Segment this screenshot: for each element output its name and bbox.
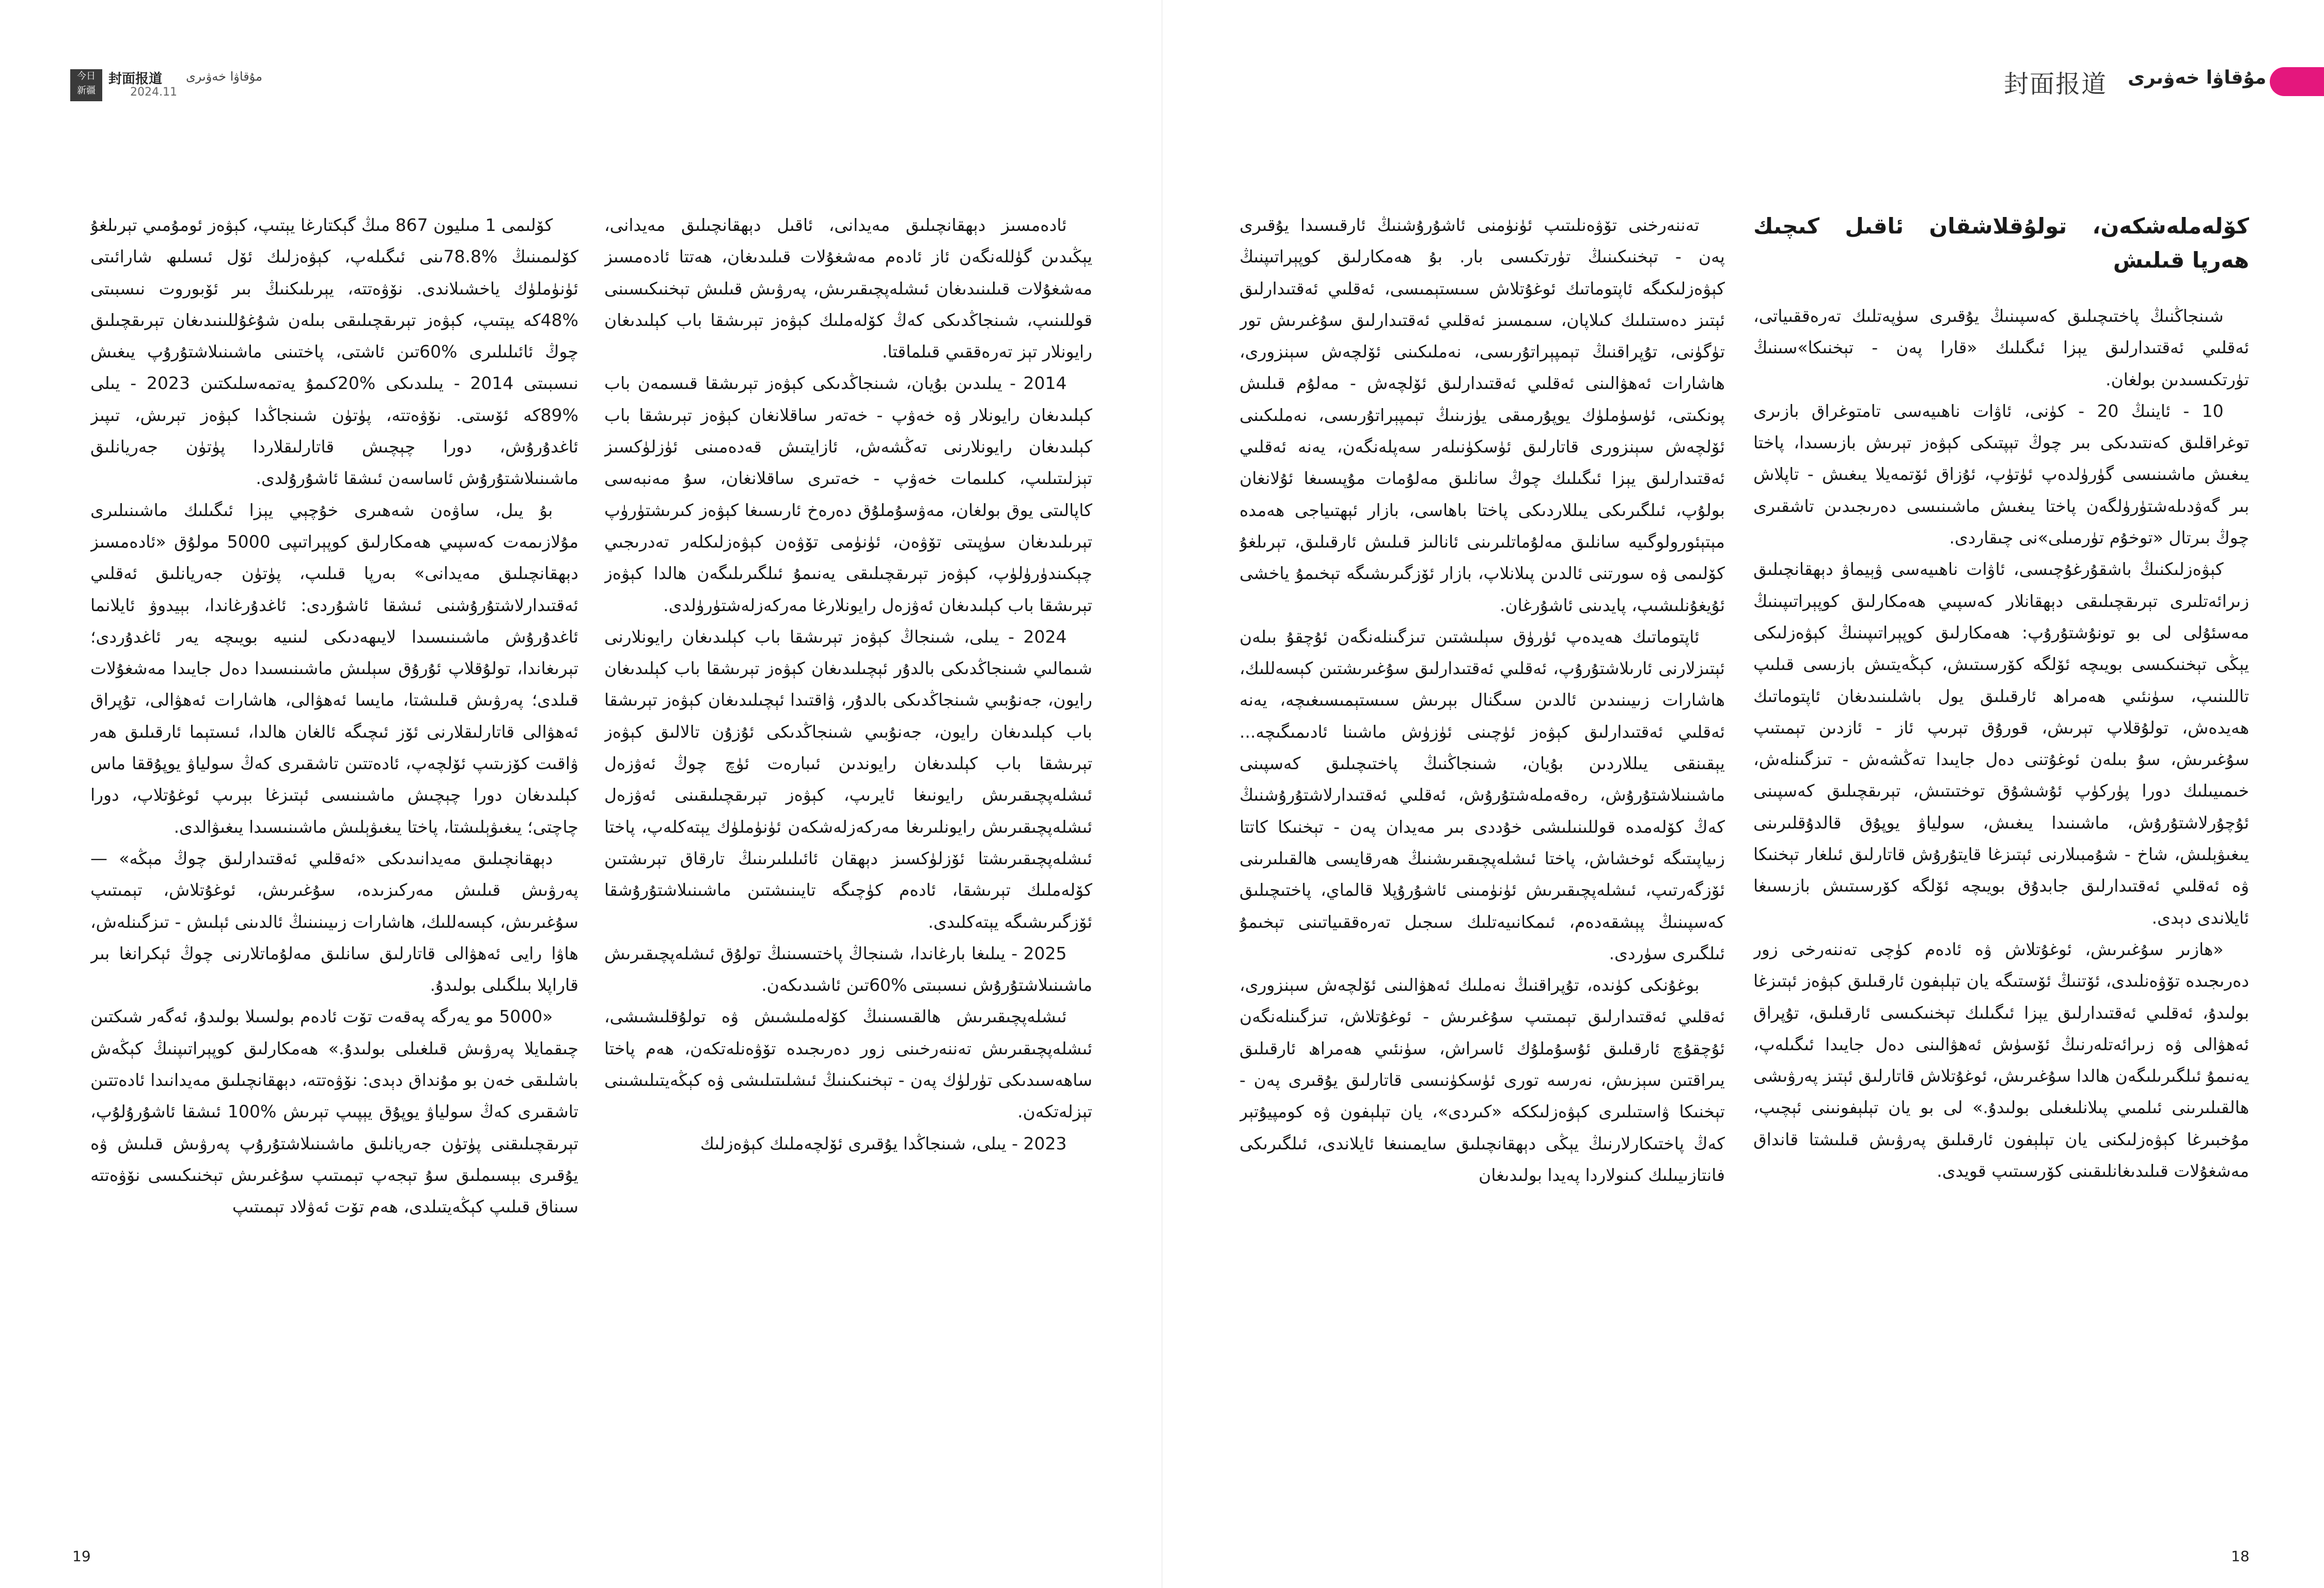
paragraph: ئادەمسىز دېھقانچىلىق مەيدانى، ئاقىل دېھقانچىلىق مەيدانى، يېڭىدىن گۈللەنگەن ئاز ئادەم مەشغۇلات قىلىدىغان، ھەتتا ئادەمسىز مەشغۇلات قىلىنىدىغان ئىشلەپچىقىرىش، پەرۋىش قىلىش تېخنىكىسىنى قوللىنىپ، شىنجاڭدىكى كەڭ كۆلەملىك كېۋەز تېرىشقا باب كېلىدىغان رايونلار تېز تەرەققىي قىلماقتا. [604, 215, 1092, 362]
paragraph: كېۋەزلىكنىڭ باشقۇرغۇچىسى، ئاۋات ناھىيەسى ۋېيماۋ دېھقانچىلىق زىرائەتلىرى تېرىقچىلىقى دېھقانلار كەسپىي ھەمكارلىق كوپېراتىپىنىڭ مەسئۇلى لى بو تونۇشتۇرۇپ: ھەمكارلىق كوپېراتىپىنىڭ كېۋەزلىكى يېڭى تېخنىكىسى بويىچە ئۆلگە كۆرسىتىش، كېڭەيتىش بازىسى قىلىپ تاللىنىپ، سۈنئىي ھەمراھ ئارقىلىق يول باشلىنىدىغان ئاپتوماتىك ھەيدەش، تولۇقلاپ تېرىش، قورۇق تېرىپ ئاز - ئازدىن تېمىتىپ سۇغىرىش، سۇ بىلەن ئوغۇتنى دەل جايىدا تەڭشەش - تىزگىنلەش، خىمىيىلىك دورا پۈركۈپ ئۇششۇق توختىتىش، تېرىقچىلىق كەسپىنى ئۇچۇرلاشتۇرۇش، ماشىنىدا يىغىش، سولياۋ يوپۇق قالدۇقلىرىنى يىغىۋېلىش، شاخ - شۇمبىلارنى ئېتىزغا قايتۇرۇش قاتارلىق ئىلغار تېخنىكا ۋە ئەقلىي ئەقتىدارلىق جابدۇق بويىچە ئۆلگە كۆرسىتىش بازىسىغا ئايلاندى دېدى. [1753, 559, 2249, 928]
paragraph: بۇ يىل، ساۋەن شەھىرى خۇچېي يېزا ئىگىلىك ماشىنىلىرى مۇلازىمەت كەسپىي ھەمكارلىق كوپېراتىپى 5000 مولۇق «ئادەمسىز دېھقانچىلىق مەيدانى» بەرپا قىلىپ، پۈتۈن جەريانلىق ئەقلىي ئەقتىدارلاشتۇرۇشنى ئىشقا ئاشۇردى: ئاغدۇرغاندا، بېيدوۋ ئايلانما ئاغدۇرۇش ماشىنىسىدا لايىھەدىكى لىنىيە بويىچە يەر ئاغدۇردى؛ تېرىغاندا، تولۇقلاپ ئۇرۇق سېلىش ماشىنىسىدا دەل جايىدا مەشغۇلات قىلدى؛ پەرۋىش قىلىشتا، مايسا ئەھۋالى، ھاشارات ئەھۋالى، تۇپراق ئەھۋالى قاتارلىقلارنى ئۆز ئىچىگە ئالغان ھالدا، ئىستېما ئارقىلىق ھەر ۋاقىت كۆزىتىپ ئۆلچەپ، ئادەتتىن تاشقىرى كەڭ سولياۋ يوپۇققا ماس كېلىدىغان دورا چېچىش ماشىنىسى ئېتىزغا بېرىپ ئوغۇتلاپ، دورا چاچتى؛ يىغىۋېلىشتا، پاختا يىغىۋېلىش ماشىنىسىدا يىغىۋالدى. [90, 500, 578, 837]
badge-text-top: 今日 [77, 71, 96, 82]
section-color-tab [2270, 67, 2324, 96]
paragraph: 2014 - يىلىدىن بۇيان، شىنجاڭدىكى كېۋەز تېرىشقا قىسمەن باب كېلىدىغان رايونلار ۋە خەۋپ - خەتەر ساقلانغان كېۋەز تېرىشقا باب كېلىدىغان رايونلارنى تەڭشەش، ئازايتىش قەدەمىنى ئۈزلۈكسىز تېزلىتىلىپ، كىلىمات خەۋپ - خەتىرى ساقلانغان، سۇ مەنبەسى كاپالىتى يوق بولغان، مەۋسۇملۇق دەرەخ ئارىسىغا كېۋەز كىرىشتۈرۈپ تېرىلىدىغان سۈپىتى تۆۋەن، ئۈنۈمى تۆۋەن كېۋەزلىكلەر تەدرىجىي چېكىندۈرۈلۈپ، كېۋەز تېرىقچىلىقى يەنىمۇ ئىلگىرىلىگەن ھالدا كېۋەز تېرىشقا باب كېلىدىغان ئەۋزەل رايونلارغا مەركەزلەشتۈرۈلدى. [604, 373, 1092, 615]
paragraph: تەننەرخنى تۆۋەنلىتىپ ئۈنۈمنى ئاشۇرۇشنىڭ ئارقىسىدا يۇقىرى پەن - تېخنىكىنىڭ تۈرتكىسى بار. بۇ ھەمكارلىق كوپېراتىپنىڭ كېۋەزلىكىگە ئاپتوماتىك ئوغۇتلاش سىستېمىسى، ئەقلىي ئەقتىدارلىق ئېتىز دەستىلىك كىلاپان، سىمسىز ئەقلىي ئەقتىدارلىق سۇغىرىش تور تۈگۈنى، تۇپراقنىڭ تېمپېراتۇرىسى، نەملىكىنى ئۆلچەش سېنزورى، ھاشارات ئەھۋالىنى ئەقلىي ئەقتىدارلىق ئۆلچەش - مەلۇم قىلىش پونكىتى، ئۈسۈملۈك يوپۇرمىقى يۈزىنىڭ تېمپېراتۇرىسى، نەملىكىنى ئۆلچەش سېنزورى قاتارلىق ئۈسكۈنىلەر سەپلەنگەن، يەنە ئەقلىي ئەقتىدارلىق يېزا ئىگىلىك چوڭ سانلىق مەلۇمات مۇپىسىغا ئۇلانغان بولۇپ، ئىلگىرىكى يىللاردىكى پاختا باھاسى، بازار ئېھتىياجى ھەمدە مېتېئورولوگىيە سانلىق مەلۇماتلىرىنى ئانالىز قىلىش ئارقىلىق، تېرىلغۇ كۆلىمى ۋە سورتنى ئالدىن پىلانلاپ، بازار ئۆزگىرىشىگە تېخىمۇ ياخشى ئۇيغۇنلىشىپ، پايدىنى ئاشۇرغان. [1239, 215, 1725, 615]
badge-text-bottom: 新疆 [77, 85, 96, 96]
paragraph: ئاپتوماتىك ھەيدەپ ئۈرۈق سېلىشتىن تىزگىنلەنگەن ئۇچقۇ بىلەن ئېتىزلارنى ئارىلاشتۇرۇپ، ئەقلىي ئەقتىدارلىق سۇغىرىشتىن كېسەللىك، ھاشارات زىيىنىدىن ئالدىن سىگنال بېرىش سىستېمىسىغىچە، يەنە ئەقلىي ئەقتىدارلىق كېۋەز ئۈچىنى ئۈزۈش ماشىنا ئادىمىگىچە... يېقىنقى يىللاردىن بۇيان، شىنجاڭنىڭ پاختىچىلىق كەسپىنى ماشىنىلاشتۇرۇش، رەقەملەشتۇرۇش، ئەقلىي ئەقتىدارلاشتۇرۇشنىڭ كەڭ كۆلەمدە قوللىنىلىشى خۇددى بىر مەيدان پەن - تېخنىكا كاتتا زىياپىتىگە ئوخشاش، پاختا ئىشلەپچىقىرىشنىڭ ھەرقايسى ھالقىلىرىنى ئۆزگەرتىپ، ئىشلەپچىقىرىش ئۈنۈمىنى ئاشۇرۇپلا قالماي، پاختىچىلىق كەسپىنىڭ پېشقەدەم، ئىمكانىيەتلىك سىجىل تەرەققىياتىنى تېخىمۇ ئىلگىرى سۈردى. [1239, 626, 1725, 963]
paragraph: 2024 - يىلى، شىنجاڭ كېۋەز تېرىشقا باب كېلىدىغان رايونلارنى شىمالىي شىنجاڭدىكى بالدۇر ئېچىلىدىغان كېۋەز تېرىشقا باب كېلىدىغان رايون، جەنۇبىي شىنجاڭدىكى بالدۇر، ۋاقتىدا ئېچىلىدىغان كېۋەز تېرىشقا باب كېلىدىغان رايون، جەنۇبىي شىنجاڭدىكى ئۇزۇن تالالىق كېۋەز تېرىشقا باب كېلىدىغان رايوندىن ئىبارەت ئۈچ چوڭ ئەۋزەل ئىشلەپچىقىرىش رايونىغا ئايرىپ، كېۋەز تېرىقچىلىقىنى ئەۋزەل ئىشلەپچىقىرىش رايونلىرىغا مەركەزلەشكەن ئۈنۈملۈك يېتەكلەپ، پاختا ئىشلەپچىقىرىشتا ئۆزلۈكسىز دېھقان ئائىلىلىرىنىڭ تارقاق تېرىشتىن كۆلەملىك تېرىشقا، ئادەم كۈچىگە تايىنىشتىن ماشىنىلاشتۇرۇشقا ئۆزگىرىشىگە يېتەكلىدى. [604, 626, 1092, 932]
paragraph: ئىشلەپچىقىرىش ھالقىسىنىڭ كۆلەملىشىش ۋە تولۇقلىشىشى، ئىشلەپچىقىرىش تەننەرخىنى زور دەرىجىدە تۆۋەنلەتكەن، ھەم پاختا ساھەسىدىكى تۈرلۈك پەن - تېخنىكىنىڭ ئىشلىتىلىشى ۋە كېڭەيتىلىشىنى تېزلەتكەن. [604, 1006, 1092, 1122]
right-header-section: مۇقاۋا خەۋىرى [2128, 67, 2267, 88]
article-column-1 [1753, 209, 2249, 1521]
magazine-logo-badge [70, 69, 102, 101]
paragraph: بوغۇنكى كۈندە، تۇپراقنىڭ نەملىك ئەھۋالىنى ئۆلچەش سېنزورى، ئەقلىي ئەقتىدارلىق تېمىتىپ سۇغىرىش - ئوغۇتلاش، تىزگىنلەنگەن ئۇچقۇچ ئارقىلىق ئۇسۇملۇك ئاسراش، سۈنئىي ھەمراھ ئارقىلىق يىراقتىن سېزىش، نەرسە تورى ئۈسكۈنىسى قاتارلىق يۇقىرى پەن - تېخنىكا ۋاستىلىرى كېۋەزلىككە «كىردى»، يان تېلېفون ۋە كومپيۇتېر كەڭ پاختىكارلارنىڭ يېڭى دېھقانچىلىق سايمىنىغا ئايلاندى، ئىلگىرىكى فانتازىيىلىك كىنولاردا پەيدا بولىدىغان [1239, 975, 1725, 1185]
paragraph: كۆلىمى 1 مىليون 867 مىڭ گېكتارغا يېتىپ، كېۋەز ئومۇمىي تېرىلغۇ كۆلىمىنىڭ %78.8ىنى ئىگىلەپ، كېۋەزلىك ئۆل ئىسلىھ شارائىتى ئۈنۈملۈك ياخشىلاندى. نۆۋەتتە، يېرىلىكنىڭ بىر ئۆبوروت نىسبىتى %48كە يېتىپ، كېۋەز تېرىقچىلىقى بىلەن شۇغۇللىنىدىغان تېرىقچىلىق چوڭ ئائىلىلىرى %60تىن ئاشتى، پاختىنى ماشىنىلاشتۇرۇپ يىغىش نىسبىتى 2014 - يىلىدىكى %20كىمۇ يەتمەسلىكتىن 2023 - يىلى %89كە ئۆستى. نۆۋەتتە، پۈتۈن شىنجاڭدا كېۋەز تېرىش، تىپىز ئاغدۇرۇش، دورا چېچىش قاتارلىقلاردا پۈتۈن جەريانلىق ماشىنىلاشتۇرۇش ئاساسەن ئىشقا ئاشۇرۇلدى. [90, 215, 578, 489]
paragraph: «5000 مو يەرگە پەقەت تۆت ئادەم بولسىلا بولىدۇ، ئەگەر شىكتىن چىقمايلا پەرۋىش قىلغىلى بولىدۇ.» ھەمكارلىق كوپېراتىپنىڭ كېڭەش باشلىقى خەن بو مۇنداق دېدى: نۆۋەتتە، دېھقانچىلىق مەيدانىدا ئادەتتىن تاشقىرى كەڭ سولياۋ يوپۇق يېپىپ تېرىش %100 ئىشقا ئاشۇرۇلۇپ، تېرىقچىلىقنى پۈتۈن جەريانلىق ماشىنىلاشتۇرۇپ پەرۋىش قىلىش ۋە يۇقىرى بېسىملىق سۇ تېجەپ تېمىتىپ سۇغىرىش تېخنىكىسى نۆۋەتتە سىناق قىلىپ كېڭەيتىلدى، ھەم تۆت ئەۋلاد تېمىتىپ [90, 1006, 578, 1217]
paragraph: 2025 - يىلىغا بارغاندا، شىنجاڭ پاختىسىنىڭ تولۇق ئىشلەپچىقىرىش ماشىنىلاشتۇرۇش نىسبىتى %60تىن ئاشىدىكەن. [604, 943, 1092, 995]
paragraph: 10 - ئاينىڭ 20 - كۈنى، ئاۋات ناھىيەسى تامتوغراق بازىرى توغراقلىق كەنتىدىكى بىر چوڭ تېپتىكى كېۋەز تېرىش بازىسىدا، پاختا يىغىش ماشىنىسى گۈرۈلدەپ ئۈتۈپ، ئۇزاق ئۆتمەيلا يىغىش - تاپلاش بىر گەۋدىلەشتۈرۈلگەن پاختا يىغىش ماشىنىسى دەرىجىدىن تاشقىرى چوڭ بىرتال «توخۇم تۈرمىلى»نى چىقاردى. [1753, 400, 2249, 548]
page-gutter [1161, 0, 1163, 1588]
page-number-left: 19 [72, 1548, 91, 1565]
left-header-brand: 封面报道 [108, 71, 163, 87]
paragraph: «ھازىر سۇغىرىش، ئوغۇتلاش ۋە ئادەم كۈچى تەننەرخى زور دەرىجىدە تۆۋەنلىدى، ئۆتنىڭ ئۆستىگە يان تېلېفون ئارقىلىق كېۋەز ئېتىزغا بولىدۇ، ئەقلىي ئەقتىدارلىق يېزا ئىگىلىك تېخنىكىسى ئارقىلىق، تۇپراق ئەھۋالى ۋە زىرائەتلەرنىڭ ئۆسۈش ئەھۋالىنى دەل جايىدا ئىگىلەپ، يەنىمۇ ئىلگىرىلىگەن ھالدا سۇغىرىش، ئوغۇتلاش قاتارلىق ئېتىز پەرۋىشى ھالقىلىرىنى ئىلمىي پىلانلىغىلى بولىدۇ.» لى بو يان تېلېفونىنى ئېچىپ، مۇخبىرغا كېۋەزلىكنى يان تېلېفون ئارقىلىق پەرۋىش قىلىشتا قانداق مەشغۇلات قىلىدىغانلىقىنى كۆرسىتىپ قويدى. [1753, 939, 2249, 1181]
paragraph: شىنجاڭنىڭ پاختىچىلىق كەسپىنىڭ يۇقىرى سۈپەتلىك تەرەققىياتى، ئەقلىي ئەقتىدارلىق يېزا ئىگىلىك «قارا پەن - تېخنىكا»سىنىڭ تۈرتكىسىدىن بولغان. [1753, 306, 2249, 390]
article-column-2 [1239, 209, 1725, 1521]
right-header-brand: 封面报道 [2004, 70, 2108, 99]
article-column-4 [90, 209, 578, 1521]
article-column-3 [604, 209, 1092, 1521]
paragraph: دېھقانچىلىق مەيدانىدىكى «ئەقلىي ئەقتىدارلىق چوڭ مېڭە» — پەرۋىش قىلىش مەركىزىدە، سۇغىرىش، ئوغۇتلاش، تېمىتىپ سۇغىرىش، كېسەللىك، ھاشارات زىيىنىنىڭ ئالدىنى ئېلىش - تىزگىنلەش، ھاۋا رايى ئەھۋالى قاتارلىق سانلىق مەلۇماتلارنى چوڭ ئېكرانغا بىر قاراپلا بىلگىلى بولىدۇ. [90, 848, 578, 995]
page-number-right: 18 [2231, 1548, 2250, 1565]
left-header-section: مۇقاۋا خەۋىرى [186, 69, 262, 84]
article-title: كۆلەملەشكەن، تولۇقلاشقان ئاقىل كىچىك ھەرپا قىلىش [1753, 213, 2249, 273]
paragraph: 2023 - يىلى، شىنجاڭدا يۇقىرى ئۆلچەملىك كېۋەزلىك [700, 1133, 1067, 1154]
left-header-date: 2024.11 [130, 86, 177, 99]
